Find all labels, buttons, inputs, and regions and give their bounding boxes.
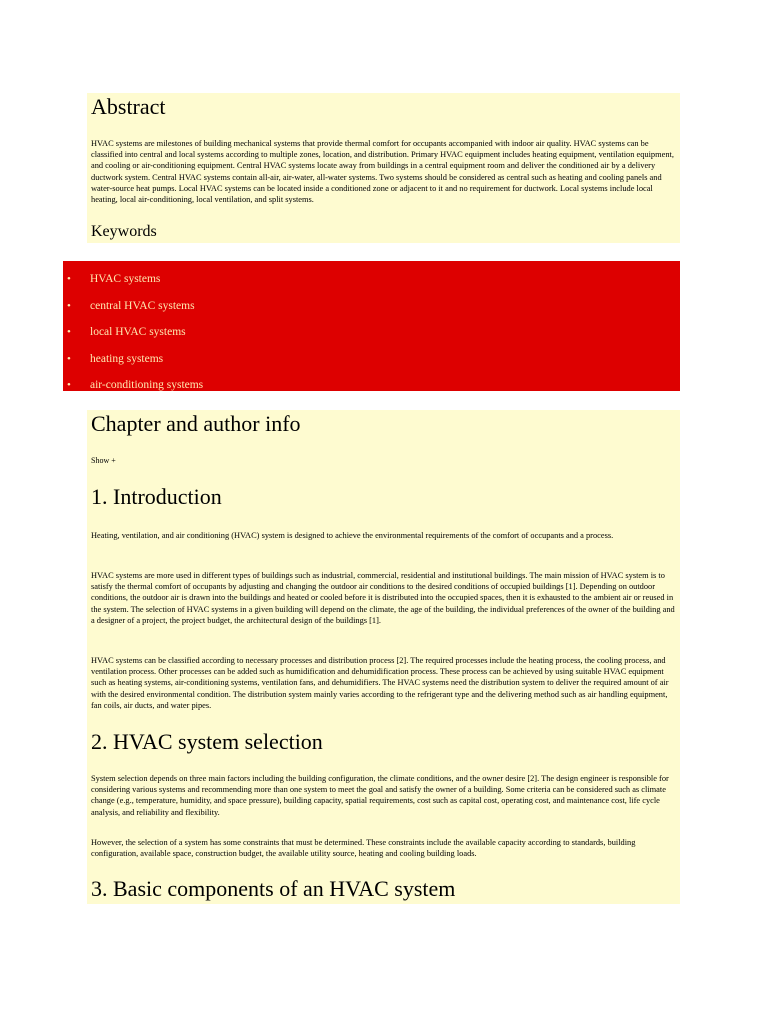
keywords-heading: Keywords <box>91 223 157 240</box>
keyword-label: heating systems <box>90 352 164 365</box>
keyword-label: air-conditioning systems <box>90 379 204 391</box>
intro-paragraph-3: HVAC systems can be classified according to necessary processes and distribution process [2]. The required processes include the heating process, the cooling process, and ventilation process. Other processes can be added such as humidification and dehumidification process. These process can be achieved by using suitable HVAC equipment such as heating systems, air-conditioning systems, ventilation fans, and dehumidifiers. The HVAC systems need the distribution system to deliver the required amount of air with the desired environmental condition. The distribution system mainly varies according to the refrigerant type and the delivering method such as air handling equipment, fan coils, air ducts, and water pipes. <box>91 656 669 710</box>
components-heading: 3. Basic components of an HVAC system <box>91 876 456 901</box>
introduction-heading: 1. Introduction <box>91 484 222 509</box>
selection-paragraph-2: However, the selection of a system has some constraints that must be determined. These constraints include the available capacity according to standards, building configuration, available space, construction budget, the available utility source, heating and cooling building loads. <box>91 838 636 859</box>
keyword-label: HVAC systems <box>90 273 161 285</box>
bullet-icon: • <box>67 326 71 338</box>
selection-paragraph-1: System selection depends on three main factors including the building configuration, the climate conditions, and the owner desire [2]. The design engineer is responsible for considering various systems and recommending more than one system to meet the goal and satisfy the owner of a building. Some criteria can be considered such as climate change (e.g., temperature, humidity, and space pressure), building capacity, spatial requirements, cost such as capital cost, operating cost, and maintenance cost, life cycle analysis, and reliability and flexibility. <box>91 774 669 817</box>
bullet-icon: • <box>67 352 71 365</box>
show-author-info-toggle[interactable]: Show + <box>91 456 116 465</box>
main-content <box>87 410 680 904</box>
intro-paragraph-2: HVAC systems are more used in different types of buildings such as industrial, commercial, residential and institutional buildings. The main mission of HVAC system is to satisfy the thermal comfort of occupants by adjusting and changing the outdoor air conditions to the desired conditions of occupied buildings [1]. Depending on outdoor conditions, the outdoor air is drawn into the buildings and heated or cooled before it is distributed into the occupied spaces, then it is exhausted to the ambient air or reused in the system. The selection of HVAC systems in a given building will depend on the climate, the age of the building, the individual preferences of the owner of the building and a designer of a project, the project budget, the architectural design of the buildings [1]. <box>91 571 675 625</box>
keyword-label: central HVAC systems <box>90 299 195 312</box>
bullet-icon: • <box>67 299 71 312</box>
intro-paragraph-1: Heating, ventilation, and air conditioning (HVAC) system is designed to achieve the environmental requirements of the comfort of occupants and a process. <box>91 531 614 540</box>
abstract-body: HVAC systems are milestones of building mechanical systems that provide thermal comfort for occupants accompanied with indoor air quality. HVAC systems can be classified into central and local systems according to multiple zones, location, and distribution. Primary HVAC equipment includes heating equipment, ventilation equipment, and cooling or air-conditioning equipment. Central HVAC systems locate away from buildings in a central equipment room and deliver the conditioned air by a delivery ductwork system. Central HVAC systems contain all-air, air-water, all-water systems. Two systems should be considered as central such as heating and cooling panels and water-source heat pumps. Local HVAC systems can be located inside a conditioned zone or adjacent to it and no requirement for ductwork. Local systems include local heating, local air-conditioning, local ventilation, and split systems. <box>91 139 674 205</box>
bullet-icon: • <box>67 379 71 391</box>
chapter-info-heading: Chapter and author info <box>91 411 301 436</box>
abstract-section <box>87 93 680 243</box>
abstract-heading: Abstract <box>91 94 166 119</box>
selection-heading: 2. HVAC system selection <box>91 729 323 754</box>
keywords-list-band <box>63 261 680 391</box>
bullet-icon: • <box>67 273 71 285</box>
keyword-label: local HVAC systems <box>90 326 186 338</box>
